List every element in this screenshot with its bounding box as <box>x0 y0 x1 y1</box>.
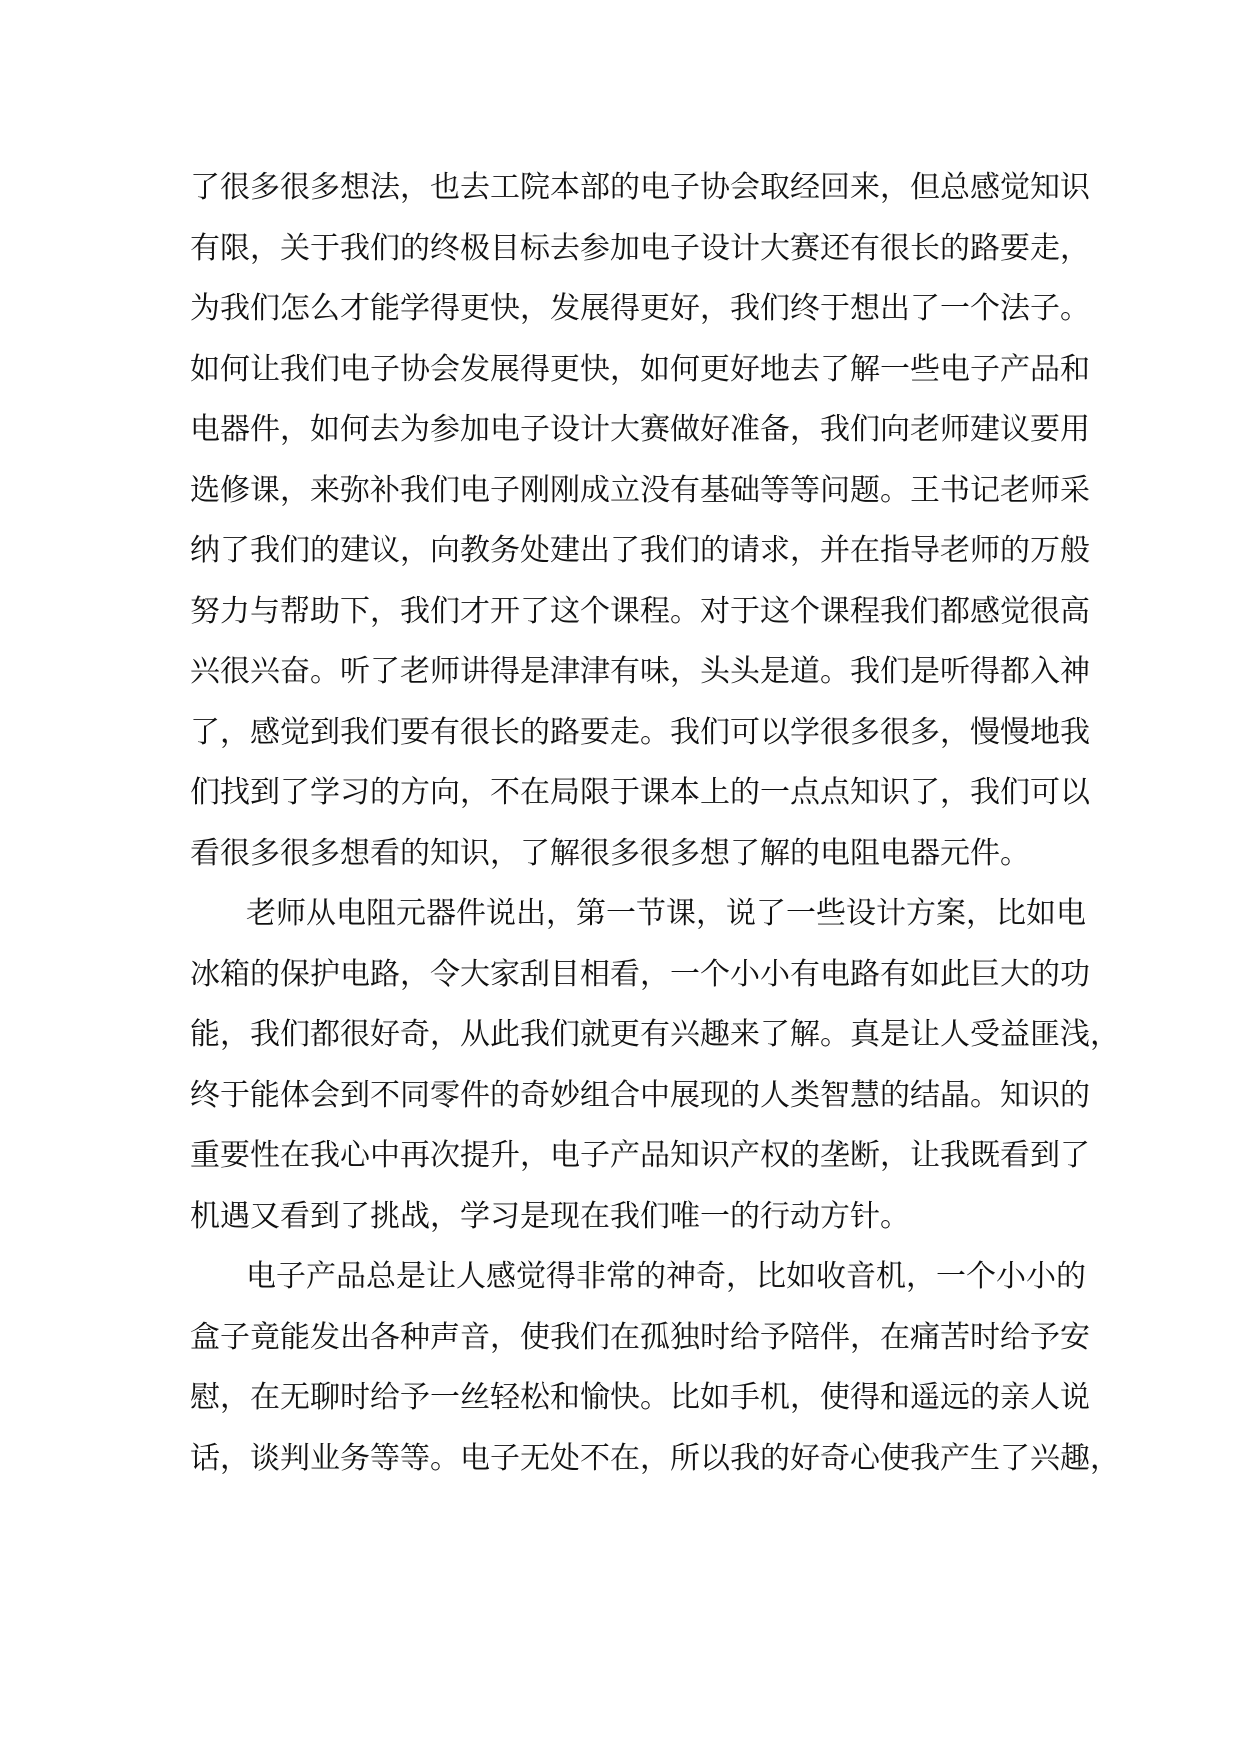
text-line: 纳了我们的建议，向教务处建出了我们的请求，并在指导老师的万般 <box>190 533 1090 568</box>
text-line: 机遇又看到了挑战，学习是现在我们唯一的行动方针。 <box>190 1198 910 1234</box>
text-line: 有限，关于我们的终极目标去参加电子设计大赛还有很长的路要走， <box>190 230 1090 266</box>
text-line: 能，我们都很好奇，从此我们就更有兴趣来了解。真是让人受益匪浅， <box>190 1017 1120 1052</box>
text-line: 终于能体会到不同零件的奇妙组合中展现的人类智慧的结晶。知识的 <box>190 1077 1090 1113</box>
text-line: 话，谈判业务等等。电子无处不在，所以我的好奇心使我产生了兴趣， <box>190 1440 1120 1476</box>
text-line: 了很多很多想法，也去工院本部的电子协会取经回来，但总感觉知识 <box>190 170 1090 205</box>
text-line: 看很多很多想看的知识，了解很多很多想了解的电阻电器元件。 <box>190 835 1030 871</box>
text-line: 们找到了学习的方向，不在局限于课本上的一点点知识了，我们可以 <box>190 775 1090 810</box>
paragraph-3 <box>190 1247 1120 1489</box>
text-line: 盒子竟能发出各种声音，使我们在孤独时给予陪伴，在痛苦时给予安 <box>190 1319 1090 1355</box>
text-line: 选修课，来弥补我们电子刚刚成立没有基础等等问题。王书记老师采 <box>190 472 1090 508</box>
paragraph-2 <box>190 884 1120 1247</box>
text-line: 慰，在无聊时给予一丝轻松和愉快。比如手机，使得和遥远的亲人说 <box>190 1380 1090 1415</box>
paragraph-1 <box>190 158 1090 884</box>
text-line: 重要性在我心中再次提升，电子产品知识产权的垄断，让我既看到了 <box>190 1138 1090 1173</box>
text-line: 兴很兴奋。听了老师讲得是津津有味，头头是道。我们是听得都入神 <box>190 654 1090 689</box>
text-line: 如何让我们电子协会发展得更快，如何更好地去了解一些电子产品和 <box>190 351 1090 387</box>
text-line: 冰箱的保护电路，令大家刮目相看，一个小小有电路有如此巨大的功 <box>190 956 1090 992</box>
text-line: 努力与帮助下，我们才开了这个课程。对于这个课程我们都感觉很高 <box>190 593 1090 629</box>
text-line: 老师从电阻元器件说出，第一节课，说了一些设计方案，比如电 <box>246 896 1086 931</box>
text-line: 电器件，如何去为参加电子设计大赛做好准备，我们向老师建议要用 <box>190 412 1090 447</box>
text-line: 为我们怎么才能学得更快，发展得更好，我们终于想出了一个法子。 <box>190 291 1090 326</box>
text-line: 了，感觉到我们要有很长的路要走。我们可以学很多很多，慢慢地我 <box>190 714 1090 750</box>
text-line: 电子产品总是让人感觉得非常的神奇，比如收音机，一个小小的 <box>246 1259 1086 1294</box>
document-body <box>190 158 1120 1489</box>
